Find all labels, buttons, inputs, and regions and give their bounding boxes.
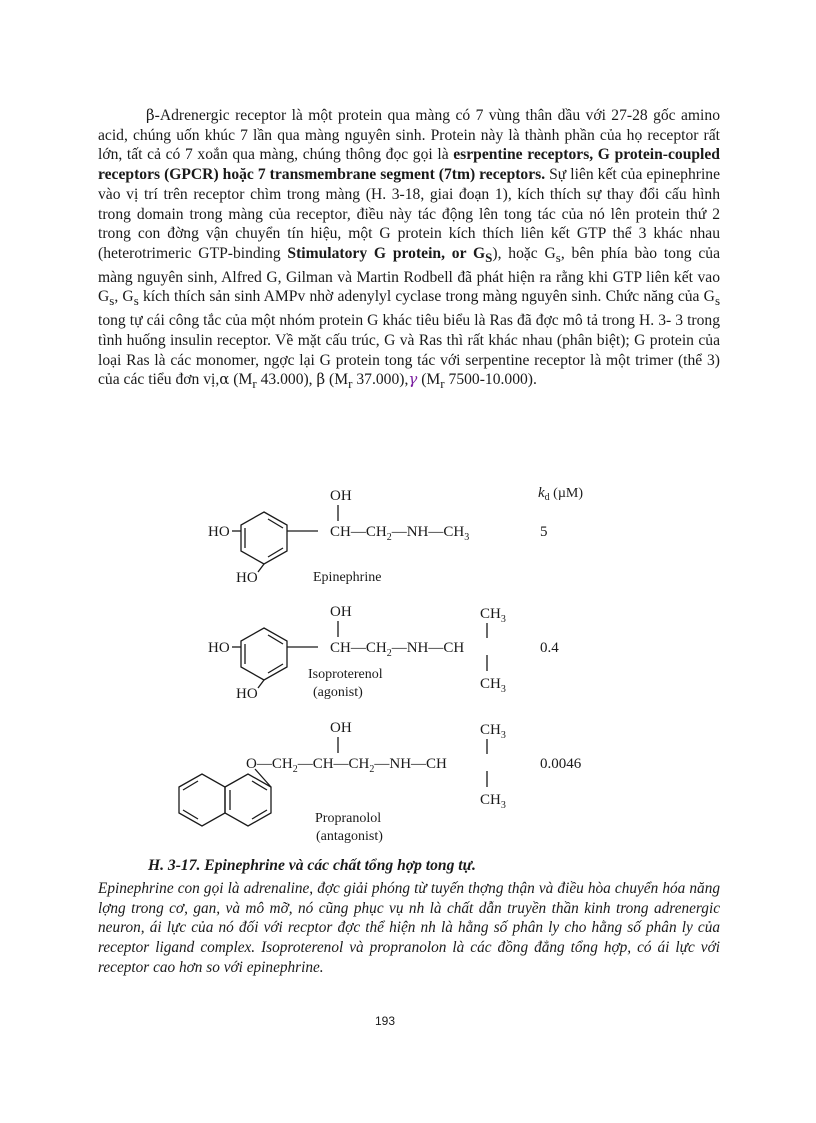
isoproterenol-ch3-top: $CH_3$ [480, 606, 506, 625]
epinephrine-ho-bottom-label: HO [236, 570, 258, 586]
epinephrine-oh-label: OH [330, 488, 352, 504]
body-paragraph: β-Adrenergic receptor là một protein qua màng có 7 vùng thân dầu với 27-28 gốc amino acid, chúng uốn khúc 7 lần qua màng nguyên sinh. Protein này là thành phần của họ receptor rất lớn, tất cả có 7 xoắn qua màng, chúng thông đọc gọi là esrpentine receptors, G protein-coupled receptors (GPCR) hoặc 7 transmembrane segment (7tm) receptors. Sự liên kết của epinephrine vào vị trí trên receptor chìm trong màng (H. 3-18, giai đoạn 1), kích thích sự thay đổi cấu hình trong domain trong màng của receptor, điều này tác động lên tong tác của nó lên protein thứ 2 trong con đờng vận chuyển tín hiệu, một G protein kích thích liên kết GTP thể 3 khác nhau (heterotrimeric GTP-binding Stimulatory G protein, or $G_S$), hoặc $G_s$, bên phía bào tong của màng nguyên sinh, Alfred G, Gilman và Martin Rodbell đã phát hiện ra rằng khi GTP liên kết vao $G_s$, $G_s$ kích thích sản sinh AMPv nhờ adenylyl cyclase trong màng nguyên sinh. Chức năng của $G_s$ tong tự cái công tắc của một nhóm protein G khác tiêu biểu là Ras đã đợc mô tả trong H. 3- 3 trong tình huống insulin receptor. Về mặt cấu trúc, G và Ras thì rất khác nhau (phân biệt); G protein của loại Ras là các monomer, ngợc lại G protein tong tác với serpentine receptor là một trimer (thể 3) của các tiểu đơn vị,α ($M_r$ 43.000), β ($M_r$ 37.000),γ ($M_r$ 7500-10.000). [98, 106, 721, 392]
propranolol-ch3-top: $CH_3$ [480, 722, 506, 741]
beta-symbol: β [316, 370, 326, 389]
page-number: 193 [374, 1014, 396, 1028]
isoproterenol-ch3-bottom: $CH_3$ [480, 676, 506, 695]
epinephrine-kd-value: 5 [540, 524, 548, 540]
isoproterenol-name: Isoproterenol [308, 667, 383, 682]
alpha-symbol: α [219, 370, 230, 389]
gamma-symbol: γ [408, 370, 418, 389]
receptor-terms: esrpentine receptors, G protein-coupled receptors (GPCR) hoặc 7 transmembrane segment (7tm) receptors. [98, 146, 720, 184]
propranolol-side-chain: $O—CH_2—CH—CH_2—NH—CH$ [246, 756, 447, 775]
isoproterenol-kd-value: 0.4 [540, 640, 559, 656]
stimulatory-g-protein: Stimulatory G protein, or $G_S$ [287, 244, 493, 266]
figure-caption-title: H. 3-17. Epinephrine và các chất tổng hợp tong tự. [148, 857, 476, 874]
isoproterenol-ho-bottom-label: HO [236, 686, 258, 702]
isoproterenol-ho-top-label: HO [208, 640, 230, 656]
propranolol-oh-label: OH [330, 720, 352, 736]
epinephrine-name: Epinephrine [313, 570, 382, 585]
propranolol-ch3-bottom: $CH_3$ [480, 792, 506, 811]
isoproterenol-role: (agonist) [313, 685, 363, 700]
chemical-structures-figure [150, 478, 670, 850]
epinephrine-ho-top-label: HO [208, 524, 230, 540]
epinephrine-side-chain: $CH—CH_2—NH—CH_3$ [330, 524, 470, 543]
figure-caption-body: Epinephrine con gọi là adrenaline, đợc giải phóng từ tuyến thợng thận và điều hòa chuyển hóa năng lợng trong cơ, gan, và mô mỡ, nó cũng phục vụ nh là chất dẫn truyền thần kinh trong adrenergic neuron, ái lực của nó đối với recptor đợc thể hiện nh là hằng số phân ly cho hằng số phân ly của receptor ligand complex. Isoproterenol và propranolon là các đồng đẳng tổng hợp, có ái lực với receptor cao hơn so với epinephrine. [98, 880, 720, 976]
beta-symbol: β [146, 106, 155, 124]
kd-header: $k_d$ (µM) [538, 485, 584, 503]
isoproterenol-oh-label: OH [330, 604, 352, 620]
isoproterenol-side-chain: $CH—CH_2—NH—CH$ [330, 640, 465, 659]
epinephrine-benzene-ring [232, 505, 338, 572]
propranolol-role: (antagonist) [316, 829, 383, 844]
propranolol-kd-value: 0.0046 [540, 756, 582, 772]
propranolol-name: Propranolol [315, 811, 382, 826]
